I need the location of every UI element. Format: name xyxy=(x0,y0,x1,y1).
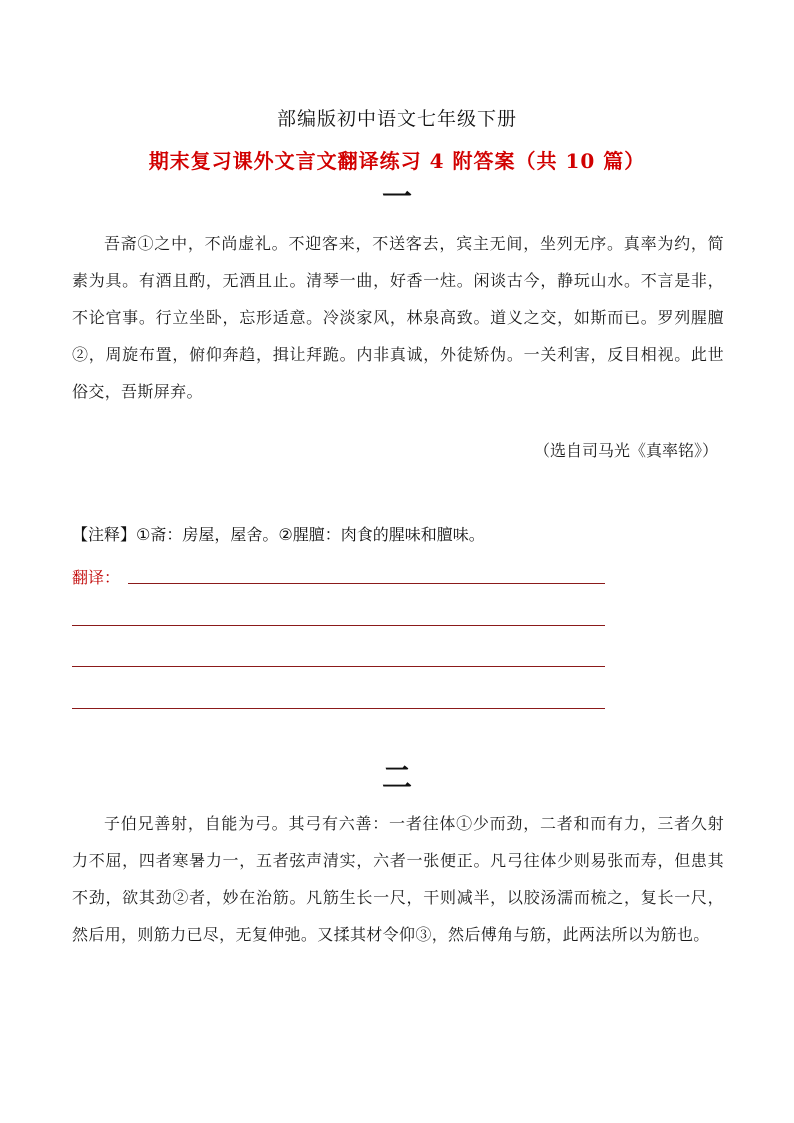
document-title: 部编版初中语文七年级下册 xyxy=(276,108,517,130)
document-subtitle: 期末复习课外文言文翻译练习 4 附答案（共 10 篇） xyxy=(148,149,646,173)
section-number-1: 一 xyxy=(382,180,412,215)
section-number-2: 二 xyxy=(382,761,412,796)
translation-answer-line-4[interactable] xyxy=(72,708,605,709)
section-1-passage: 吾斋①之中，不尚虚礼。不迎客来，不送客去，宾主无间，坐列无序。真率为约，简素为具。有酒且酌，无酒且止。清琴一曲，好香一炷。闲谈古今，静玩山水。不言是非，不论官事。行立坐卧，忘形适意。冷淡家风，林泉高致。道义之交，如斯而已。罗列腥膻②，周旋布置，俯仰奔趋，揖让拜跪。内非真诚，外徒矫伪。一关利害，反目相视。此世俗交，吾斯屏弃。 xyxy=(72,234,724,401)
section-1-source: （选自司马光《真率铭》） xyxy=(533,441,718,460)
translation-label: 翻译： xyxy=(72,568,121,587)
translation-answer-line-2[interactable] xyxy=(72,625,605,626)
section-2-passage: 子伯兄善射，自能为弓。其弓有六善：一者往体①少而劲，二者和而有力，三者久射力不屈，四者寒暑力一，五者弦声清实，六者一张便正。凡弓往体少则易张而寿，但患其不劲，欲其劲②者，妙在治筋。凡筋生长一尺，干则减半，以胶汤濡而梳之，复长一尺，然后用，则筋力已尽，无复伸弛。又揉其材令仰③，然后傅角与筋，此两法所以为筋也。 xyxy=(72,814,724,944)
translation-answer-line-3[interactable] xyxy=(72,666,605,667)
translation-answer-line-1[interactable] xyxy=(128,583,605,584)
section-1-notes: 【注释】①斋：房屋，屋舍。②腥膻：肉食的腥味和膻味。 xyxy=(72,525,485,544)
